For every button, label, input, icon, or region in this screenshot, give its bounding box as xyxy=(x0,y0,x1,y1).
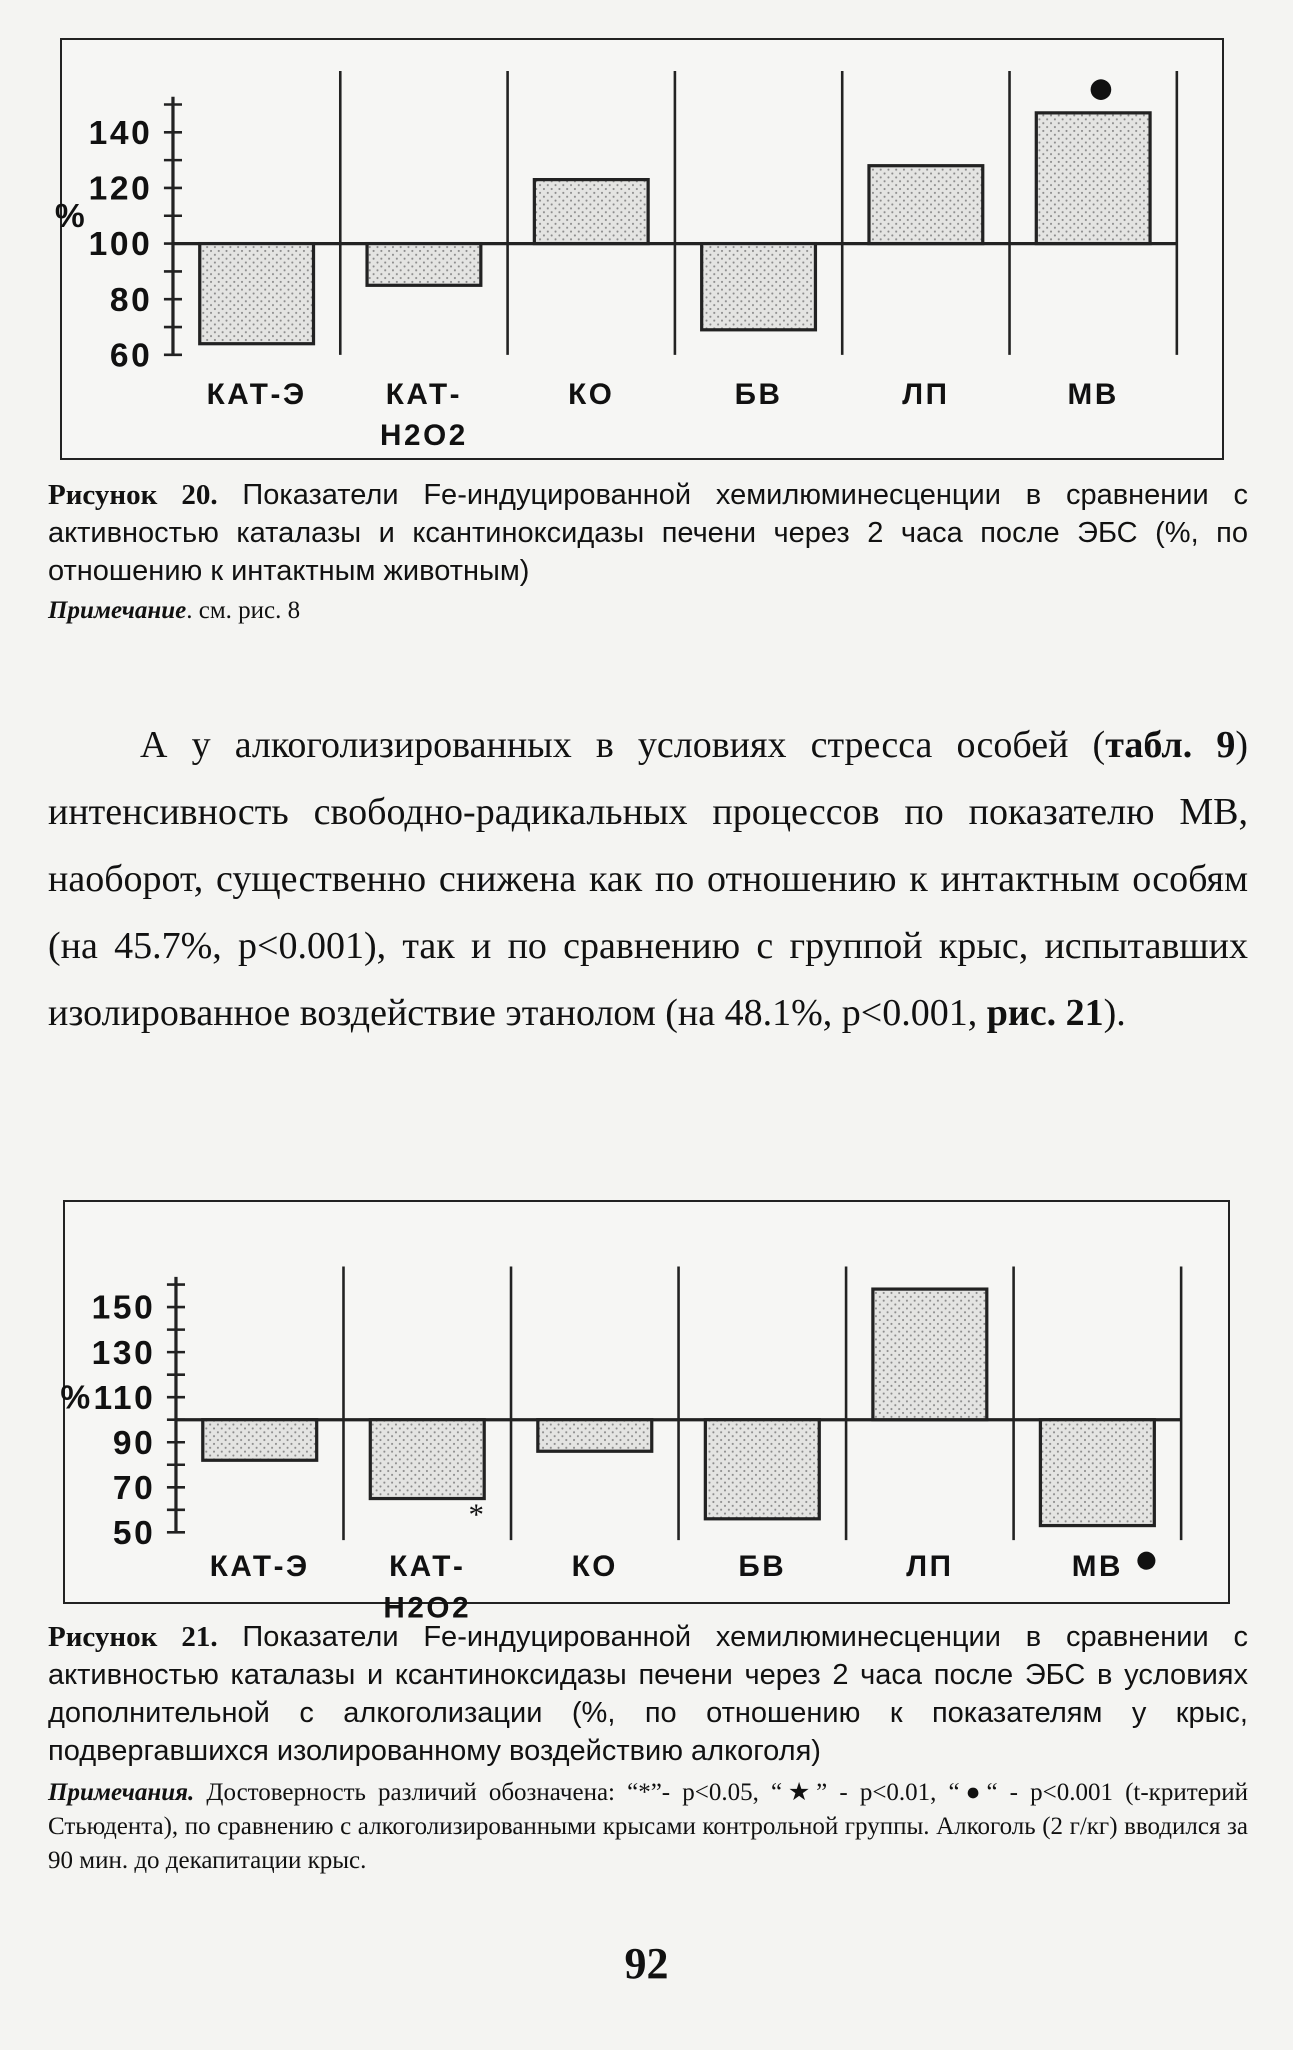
bar xyxy=(538,1420,652,1452)
figure-20-caption-label: Рисунок 20. xyxy=(48,479,218,511)
figure-20-caption xyxy=(48,476,1248,590)
figure-21-caption-text: Показатели Fe-индуцированной хемилюминесценции в сравнении с активностью каталазы и ксантиноксидазы печени через 2 часа после ЭБС в условиях дополнительной с алкоголизации (%, по отношению к показателям у крыс, подвергавшихся изолированному воздействию алкоголя) xyxy=(48,1621,1248,1767)
category-label: Н2О2 xyxy=(380,419,468,453)
y-axis-label: % xyxy=(60,1379,91,1417)
figure-20-chart xyxy=(54,38,1224,460)
y-tick-label: 120 xyxy=(88,170,153,208)
body-ref-figure: рис. 21 xyxy=(986,992,1104,1034)
figure-20-svg xyxy=(54,40,1222,458)
body-ref-table: табл. 9 xyxy=(1105,724,1236,766)
y-tick-label: 150 xyxy=(91,1289,156,1327)
body-part-1: А у алкоголизированных в условиях стресса особей ( xyxy=(140,724,1106,766)
figure-21-note-label: Примечания. xyxy=(48,1779,195,1806)
bar xyxy=(200,244,314,344)
bar xyxy=(1036,113,1150,244)
y-tick-label: 50 xyxy=(112,1514,156,1552)
figure-21-caption xyxy=(48,1618,1248,1770)
category-label: БВ xyxy=(738,1550,787,1584)
category-label: КО xyxy=(571,1550,618,1584)
figure-21-caption-label: Рисунок 21. xyxy=(48,1621,218,1653)
bar xyxy=(203,1420,317,1461)
body-paragraph xyxy=(48,712,1248,1047)
y-tick-label: 70 xyxy=(112,1469,156,1507)
y-tick-label: 60 xyxy=(109,337,153,375)
figure-20-note xyxy=(48,594,1248,628)
category-label: КАТ- xyxy=(385,377,463,411)
y-tick-label: 130 xyxy=(91,1334,156,1372)
bar xyxy=(534,180,648,244)
category-label: КАТ- xyxy=(389,1550,466,1584)
figure-21-chart xyxy=(60,1200,1230,1625)
y-tick-label: 140 xyxy=(88,114,153,152)
y-axis-label: % xyxy=(54,198,85,236)
bar xyxy=(370,1420,484,1499)
figure-21-svg xyxy=(60,1202,1228,1625)
category-label: Н2О2 xyxy=(383,1591,472,1625)
figure-20-caption-text: Показатели Fe-индуцированной хемилюминесценции в сравнении с активностью каталазы и ксантиноксидазы печени через 2 часа после ЭБС (%, по отношению к интактным животным) xyxy=(48,479,1248,587)
bar xyxy=(367,244,481,286)
bar xyxy=(869,166,983,244)
body-part-3: ). xyxy=(1103,992,1126,1034)
y-tick-label: 110 xyxy=(93,1379,156,1417)
y-tick-label: 80 xyxy=(109,281,153,319)
category-label: ЛП xyxy=(902,377,950,411)
figure-20-note-label: Примечание xyxy=(48,597,187,624)
bar xyxy=(1040,1420,1154,1526)
y-tick-label: 100 xyxy=(88,226,153,264)
category-label: БВ xyxy=(734,377,783,411)
bar xyxy=(705,1420,819,1519)
y-tick-label: 90 xyxy=(112,1424,156,1462)
figure-20-note-text: . см. рис. 8 xyxy=(186,597,301,624)
category-label: КАТ-Э xyxy=(209,1550,310,1584)
significance-marker-dot xyxy=(1091,79,1112,100)
category-label: ЛП xyxy=(906,1550,954,1584)
body-part-2: ) интенсивность свободно-радикальных процессов по показателю МВ, наоборот, существенно снижена как по отношению к интактным особям (на 45.7%, р<0.001), так и по сравнению с группой крыс, испытавших изолированное воздействие этанолом (на 48.1%, р<0.001, xyxy=(48,724,1248,1034)
figure-21-note xyxy=(48,1776,1248,1878)
figure-21-note-text: Достоверность различий обозначена: “*”- р<0.05, “★” - р<0.01, “●“ - р<0.001 (t-критерий Стьюдента), по сравнению с алкоголизированными крысами контрольной группы. Алкоголь (2 г/кг) вводился за 90 мин. до декапитации крыс. xyxy=(48,1779,1248,1874)
significance-marker: * xyxy=(468,1496,485,1532)
bar xyxy=(873,1289,987,1420)
category-label: МВ xyxy=(1071,1550,1124,1584)
bar xyxy=(702,244,816,330)
category-label: МВ xyxy=(1067,377,1119,411)
category-label: КО xyxy=(568,377,615,411)
page-number: 92 xyxy=(624,1939,669,1988)
category-label: КАТ-Э xyxy=(206,377,307,411)
significance-marker-dot xyxy=(1137,1552,1155,1570)
